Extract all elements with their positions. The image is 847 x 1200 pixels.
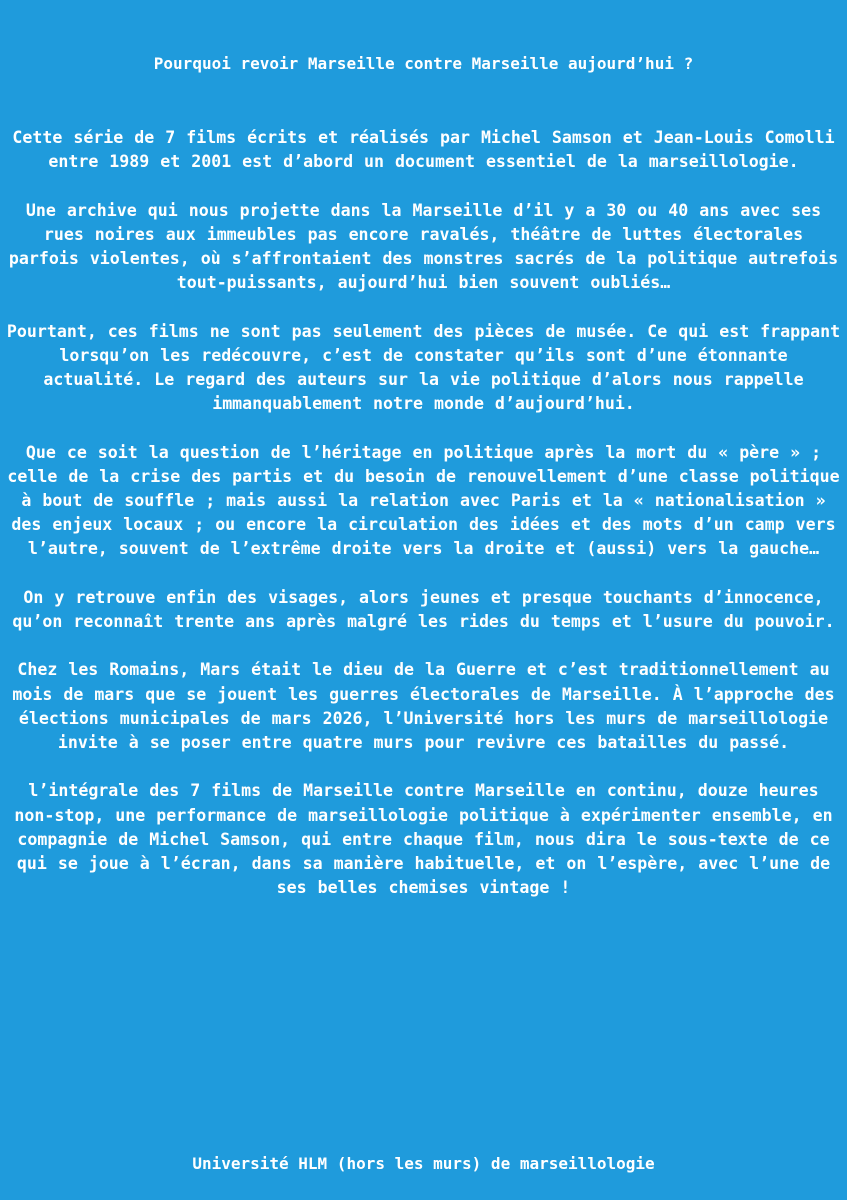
paragraph-mars: Chez les Romains, Mars était le dieu de la Guerre et c’est traditionnellement au mois de mars que se jouent les guerres électorales de Marseille. À l’approche des élections municipales de mars 2026, l’Université hors les murs de marseillologie invite à se poser entre quatre murs pour revivre ces batailles du passé. [12, 660, 835, 752]
paragraph-intro: Cette série de 7 films écrits et réalisés par Michel Samson et Jean-Louis Comolli entre 1989 et 2001 est d’abord un document essentiel de la marseillologie. [12, 128, 835, 172]
paragraph-questions: Que ce soit la question de l’héritage en politique après la mort du « père » ; celle de la crise des partis et du besoin de renouvellement d’une classe politique à bout de souffle ; mais aussi la relation avec Paris et la « nationalisation » des enjeux locaux ; ou encore la circulation des idées et des mots d’un camp vers l’autre, souvent de l’extrême droite vers la droite et (aussi) vers la gauche… [7, 442, 840, 559]
paragraph-integrale: l’intégrale des 7 films de Marseille contre Marseille en continu, douze heures non-stop, une performance de marseillologie politique à expérimenter ensemble, en compagnie de Michel Samson, qui entre chaque film, nous dira le sous-texte de ce qui se joue à l’écran, dans sa manière habituelle, et on l’espère, avec l’une de ses belles chemises vintage ! [14, 781, 833, 898]
document-title: Pourquoi revoir Marseille contre Marseille aujourd’hui ? [153, 54, 694, 73]
document-body [6, 126, 841, 925]
paragraph-actualite: Pourtant, ces films ne sont pas seulement des pièces de musée. Ce qui est frappant lorsqu’on les redécouvre, c’est de constater qu’ils sont d’une étonnante actualité. Le regard des auteurs sur la vie politique d’alors nous rappelle immanquablement notre monde d’aujourd’hui. [6, 321, 841, 414]
document-signature: Université HLM (hors les murs) de marseillologie [192, 1154, 655, 1173]
paragraph-visages: On y retrouve enfin des visages, alors jeunes et presque touchants d’innocence, qu’on reconnaît trente ans après malgré les rides du temps et l’usure du pouvoir. [12, 587, 835, 631]
paragraph-archive: Une archive qui nous projette dans la Marseille d’il y a 30 ou 40 ans avec ses rues noires aux immeubles pas encore ravalés, théâtre de luttes électorales parfois violentes, où s’affrontaient des monstres sacrés de la politique autrefois tout-puissants, aujourd’hui bien souvent oubliés… [8, 200, 839, 293]
